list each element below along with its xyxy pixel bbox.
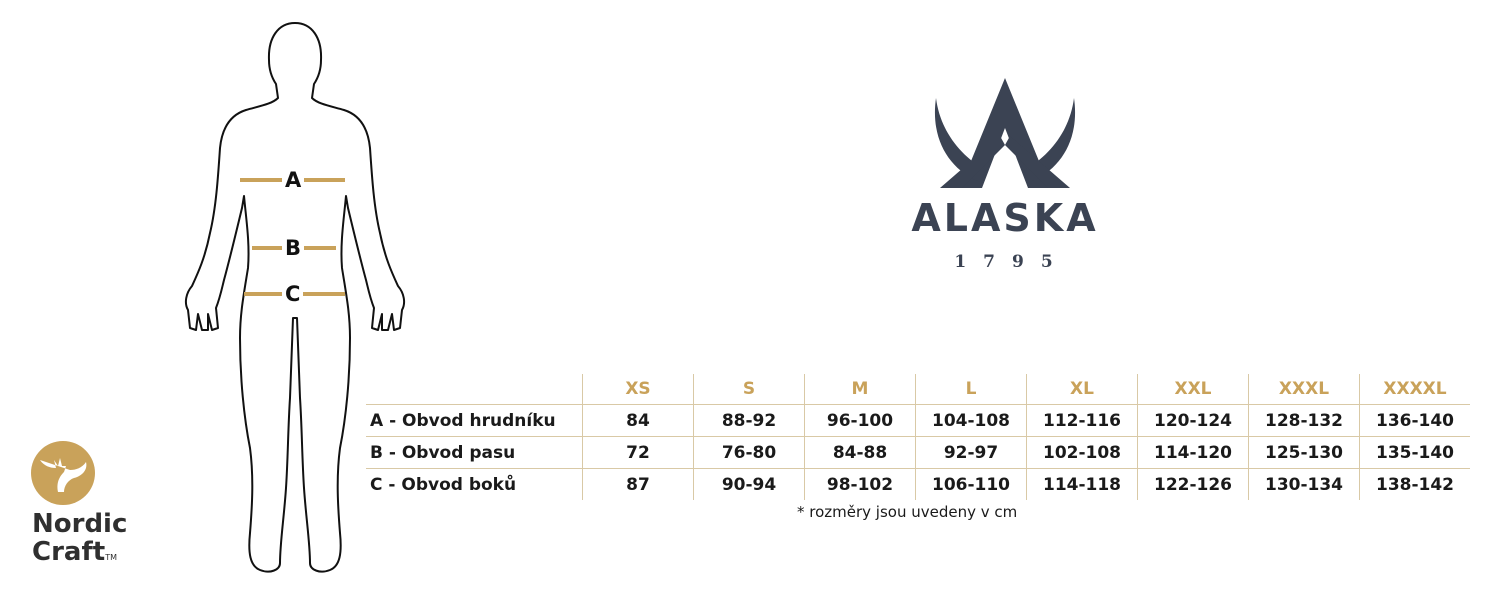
units-note: * rozměry jsou uvedeny v cm: [797, 503, 1018, 521]
row-label: A - Obvod hrudníku: [366, 405, 583, 437]
table-row: [366, 437, 1470, 469]
table-cell: 72: [583, 437, 694, 469]
size-header: M: [805, 374, 916, 405]
table-cell: 138-142: [1360, 469, 1471, 501]
table-cell: 102-108: [1027, 437, 1138, 469]
row-label: C - Obvod boků: [366, 469, 583, 501]
brand-name: ALASKA: [911, 196, 1099, 240]
measure-label-b: B: [282, 237, 304, 259]
table-cell: 98-102: [805, 469, 916, 501]
retailer-name-line2: Craft: [32, 537, 106, 567]
row-label: B - Obvod pasu: [366, 437, 583, 469]
table-cell: 128-132: [1249, 405, 1360, 437]
size-header: L: [916, 374, 1027, 405]
table-cell: 130-134: [1249, 469, 1360, 501]
table-cell: 114-120: [1138, 437, 1249, 469]
table-cell: 136-140: [1360, 405, 1471, 437]
measure-label-a: A: [282, 169, 304, 191]
table-cell: 106-110: [916, 469, 1027, 501]
table-cell: 122-126: [1138, 469, 1249, 501]
table-row: [366, 405, 1470, 437]
moose-emblem-icon: [30, 440, 96, 506]
table-cell: 120-124: [1138, 405, 1249, 437]
size-header: XXXL: [1249, 374, 1360, 405]
trademark-symbol: TM: [105, 553, 117, 562]
table-cell: 90-94: [694, 469, 805, 501]
table-cell: 112-116: [1027, 405, 1138, 437]
table-cell: 125-130: [1249, 437, 1360, 469]
table-corner: [366, 374, 583, 405]
table-cell: 92-97: [916, 437, 1027, 469]
size-header: XL: [1027, 374, 1138, 405]
size-header-row: [366, 374, 1470, 405]
table-cell: 84: [583, 405, 694, 437]
measure-label-c: C: [282, 283, 303, 305]
table-cell: 114-118: [1027, 469, 1138, 501]
table-cell: 135-140: [1360, 437, 1471, 469]
table-cell: 84-88: [805, 437, 916, 469]
table-row: [366, 469, 1470, 501]
alaska-antler-logo-icon: [900, 70, 1110, 280]
retailer-logo-text: [32, 510, 127, 572]
size-chart-table: [366, 374, 1470, 500]
brand-year: 1795: [954, 252, 1070, 272]
table-cell: 76-80: [694, 437, 805, 469]
table-cell: 104-108: [916, 405, 1027, 437]
size-header: S: [694, 374, 805, 405]
size-header: XS: [583, 374, 694, 405]
table-cell: 96-100: [805, 405, 916, 437]
table-cell: 88-92: [694, 405, 805, 437]
size-header: XXL: [1138, 374, 1249, 405]
size-header: XXXXL: [1360, 374, 1471, 405]
body-figure: [180, 18, 410, 588]
retailer-name-line1: Nordic: [32, 509, 128, 539]
table-cell: 87: [583, 469, 694, 501]
